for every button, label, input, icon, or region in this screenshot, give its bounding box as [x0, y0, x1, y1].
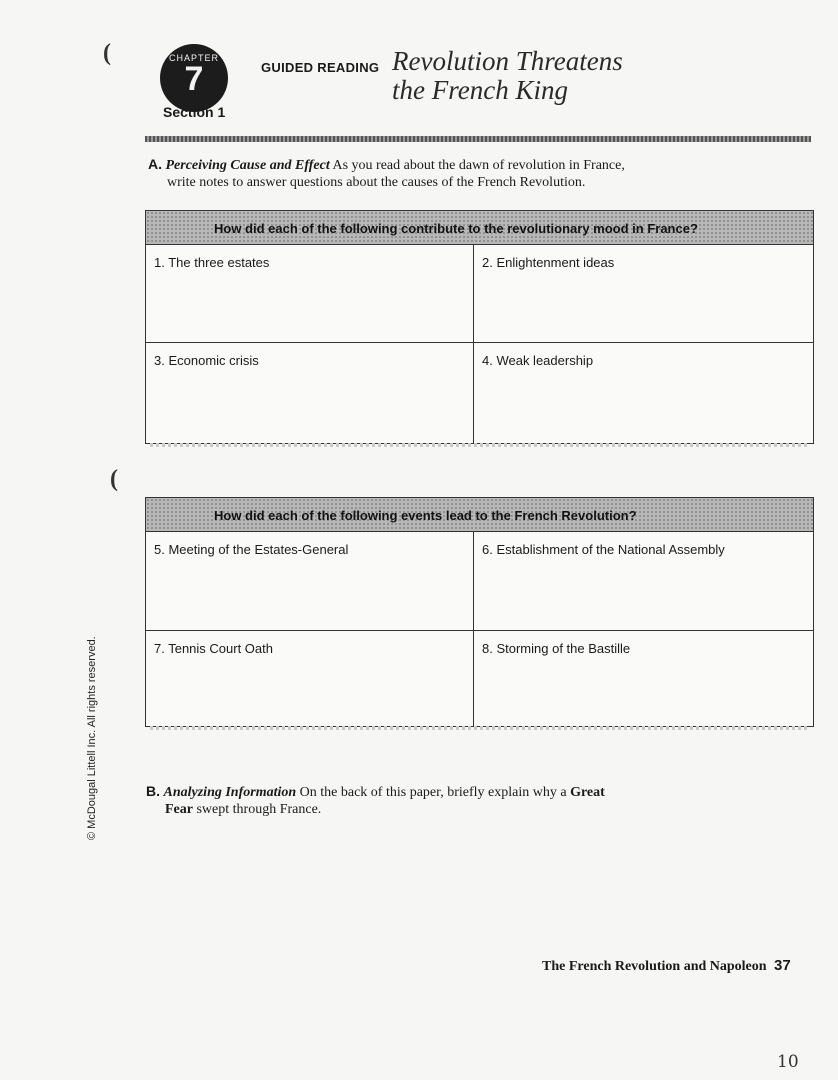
part-a-skill: Perceiving Cause and Effect — [165, 158, 330, 173]
part-a-line-2: write notes to answer questions about the causes of the French Revolution. — [167, 175, 586, 190]
part-b-instructions — [146, 783, 666, 818]
section-label: Section 1 — [163, 104, 226, 120]
handwritten-note: 10 — [777, 1052, 799, 1072]
part-b-letter: B. — [146, 783, 160, 799]
margin-bracket-top: ( — [103, 40, 111, 66]
header-divider — [145, 136, 811, 142]
page-title-line-2: the French King — [392, 75, 568, 105]
events-table — [145, 497, 814, 727]
answer-cell-1[interactable]: 1. The three estates — [154, 255, 270, 270]
copyright-notice: © McDougal Littell Inc. All rights reserved. — [86, 636, 98, 840]
events-table-question: How did each of the following events lead to the French Revolution? — [146, 498, 813, 532]
part-a-instructions — [148, 156, 708, 191]
part-b-bold-great: Great — [570, 785, 605, 800]
part-b-text-1: On the back of this paper, briefly explain why a — [299, 785, 567, 800]
part-a-letter: A. — [148, 156, 162, 172]
answer-cell-2[interactable]: 2. Enlightenment ideas — [473, 245, 813, 342]
table-shadow — [150, 726, 810, 730]
answer-cell-8[interactable]: 8. Storming of the Bastille — [473, 630, 813, 726]
chapter-word: CHAPTER — [168, 53, 219, 63]
part-b-bold-fear: Fear — [165, 802, 193, 817]
table-shadow — [150, 443, 810, 447]
answer-cell-3[interactable]: 3. Economic crisis — [146, 342, 473, 443]
page-number: 37 — [774, 957, 791, 974]
answer-cell-4[interactable]: 4. Weak leadership — [473, 342, 813, 443]
part-a-line-1: As you read about the dawn of revolution in France, — [332, 158, 625, 173]
answer-cell-5[interactable]: 5. Meeting of the Estates-General — [154, 542, 349, 557]
page-title-line-1: Revolution Threatens — [392, 46, 623, 76]
part-b-text-2: swept through France. — [196, 802, 322, 817]
page-footer — [542, 957, 791, 975]
book-title: The French Revolution and Napoleon — [542, 959, 767, 974]
margin-bracket-middle: ( — [110, 466, 118, 492]
chapter-badge — [160, 44, 228, 112]
chapter-number: 7 — [184, 60, 204, 98]
contributions-table — [145, 210, 814, 444]
guided-reading-label: GUIDED READING — [261, 60, 380, 75]
part-b-skill: Analyzing Information — [163, 785, 297, 800]
answer-cell-6[interactable]: 6. Establishment of the National Assembly — [473, 532, 813, 630]
contributions-table-question: How did each of the following contribute to the revolutionary mood in France? — [146, 211, 813, 245]
answer-cell-7[interactable]: 7. Tennis Court Oath — [146, 630, 473, 726]
